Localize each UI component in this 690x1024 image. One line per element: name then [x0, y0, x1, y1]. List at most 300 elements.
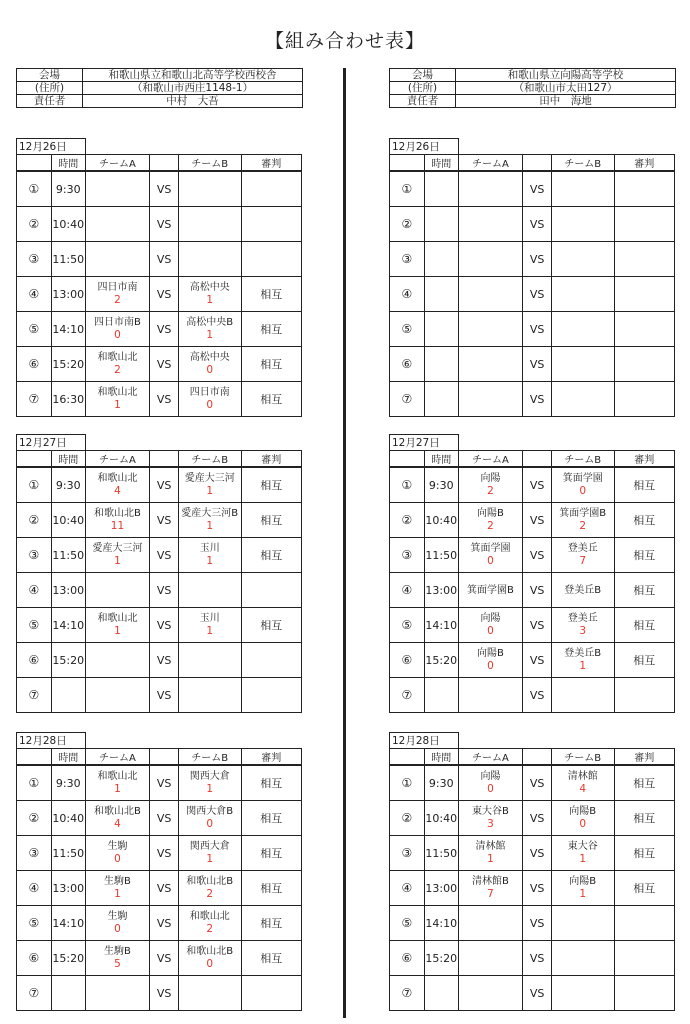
responsible-value: 田中 海地	[456, 95, 676, 108]
header-ref: 審判	[241, 155, 302, 172]
team-b-cell	[551, 765, 614, 801]
team-a-cell	[458, 382, 523, 417]
vs-label: VS	[150, 976, 179, 1011]
match-time: 10:40	[51, 207, 85, 242]
match-number: ⑦	[17, 678, 52, 713]
responsible-label: 責任者	[390, 95, 456, 108]
match-time	[424, 678, 458, 713]
team-b-cell	[178, 643, 241, 678]
referee	[241, 678, 302, 713]
team-b-score: 1	[206, 853, 214, 865]
vs-label: VS	[150, 941, 179, 976]
team-b-score: 0	[206, 958, 214, 970]
match-row	[17, 171, 302, 207]
team-b-name: 向陽B	[569, 876, 597, 887]
header-team-a: チームA	[458, 155, 523, 172]
header-time: 時間	[51, 451, 85, 468]
vs-label: VS	[523, 171, 552, 207]
header-ref: 審判	[241, 451, 302, 468]
header-team-b: チームB	[551, 451, 614, 468]
referee: 相互	[614, 573, 675, 608]
match-row	[390, 941, 675, 976]
team-a-name: 清林館	[475, 841, 506, 852]
match-number: ②	[17, 801, 52, 836]
vs-label: VS	[523, 871, 552, 906]
referee	[241, 976, 302, 1011]
vs-label: VS	[150, 171, 179, 207]
team-b-cell	[178, 765, 241, 801]
match-number: ⑥	[17, 347, 52, 382]
vs-label: VS	[150, 801, 179, 836]
vs-label: VS	[150, 678, 179, 713]
match-number: ②	[17, 207, 52, 242]
team-b-cell	[178, 573, 241, 608]
team-a-cell	[85, 467, 150, 503]
vs-label: VS	[150, 242, 179, 277]
team-b-cell	[178, 906, 241, 941]
match-number: ⑤	[17, 608, 52, 643]
team-a-cell	[85, 573, 150, 608]
match-time	[424, 171, 458, 207]
referee: 相互	[614, 538, 675, 573]
match-row	[17, 382, 302, 417]
team-a-cell	[85, 242, 150, 277]
vs-label: VS	[150, 608, 179, 643]
team-a-cell	[458, 765, 523, 801]
team-a-cell	[85, 171, 150, 207]
match-row	[17, 871, 302, 906]
team-b-name: 玉川	[199, 543, 220, 554]
team-b-score: 1	[206, 520, 214, 532]
right-venue-info	[389, 68, 676, 108]
team-b-cell	[551, 242, 614, 277]
responsible-label: 責任者	[17, 95, 83, 108]
vs-label: VS	[150, 277, 179, 312]
match-row	[17, 573, 302, 608]
venue-value: 和歌山県立向陽高等学校	[456, 69, 676, 82]
team-a-name: 生駒	[107, 911, 128, 922]
match-row	[17, 242, 302, 277]
vs-label: VS	[523, 765, 552, 801]
match-number: ④	[17, 871, 52, 906]
referee	[614, 242, 675, 277]
match-time: 13:00	[51, 573, 85, 608]
team-b-score: 0	[579, 485, 587, 497]
header-time: 時間	[51, 749, 85, 766]
match-number: ⑦	[17, 382, 52, 417]
team-b-cell	[178, 467, 241, 503]
address-value: （和歌山市太田127）	[456, 82, 676, 95]
referee: 相互	[241, 801, 302, 836]
team-b-cell	[178, 801, 241, 836]
match-number: ②	[390, 207, 425, 242]
team-b-cell	[178, 678, 241, 713]
team-b-cell	[551, 906, 614, 941]
header-team-b: チームB	[178, 749, 241, 766]
team-a-score: 2	[487, 485, 494, 497]
team-a-cell	[458, 976, 523, 1011]
match-number: ⑦	[390, 678, 425, 713]
team-a-score: 2	[114, 294, 121, 306]
referee	[614, 976, 675, 1011]
team-b-score: 0	[206, 818, 214, 830]
team-b-cell	[178, 312, 241, 347]
team-a-cell	[85, 941, 150, 976]
referee: 相互	[614, 643, 675, 678]
team-b-name: 関西大倉B	[186, 806, 234, 817]
team-a-score: 2	[487, 520, 494, 532]
header-vs	[523, 749, 552, 766]
match-time: 15:20	[51, 643, 85, 678]
date-header	[17, 139, 302, 155]
match-number: ④	[390, 573, 425, 608]
referee: 相互	[614, 467, 675, 503]
team-b-name: 四日市南	[189, 387, 230, 398]
match-number: ⑦	[390, 976, 425, 1011]
match-number: ④	[390, 871, 425, 906]
team-a-score: 1	[114, 399, 121, 411]
team-a-cell	[458, 277, 523, 312]
date-header	[390, 139, 675, 155]
match-number: ⑤	[390, 312, 425, 347]
header-time: 時間	[424, 155, 458, 172]
team-a-score: 0	[114, 329, 121, 341]
team-a-score: 2	[114, 364, 121, 376]
match-time: 10:40	[51, 503, 85, 538]
vs-label: VS	[523, 207, 552, 242]
team-b-name: 東大谷	[567, 841, 598, 852]
referee	[614, 207, 675, 242]
header-vs	[150, 155, 179, 172]
vs-label: VS	[150, 765, 179, 801]
referee	[614, 277, 675, 312]
match-row	[17, 678, 302, 713]
team-a-cell	[458, 242, 523, 277]
team-b-cell	[551, 643, 614, 678]
team-a-score: 0	[487, 660, 494, 672]
match-number: ②	[390, 503, 425, 538]
vs-label: VS	[523, 277, 552, 312]
vs-label: VS	[523, 678, 552, 713]
vs-label: VS	[523, 643, 552, 678]
referee: 相互	[241, 312, 302, 347]
team-b-score: 0	[579, 818, 587, 830]
team-b-name: 和歌山北B	[186, 876, 234, 887]
team-b-name: 玉川	[199, 613, 220, 624]
team-b-cell	[178, 836, 241, 871]
team-b-score: 3	[579, 625, 587, 637]
vs-label: VS	[523, 382, 552, 417]
match-number: ③	[17, 242, 52, 277]
team-b-name: 清林館	[567, 771, 598, 782]
match-number: ⑦	[390, 382, 425, 417]
responsible-value: 中村 大吾	[83, 95, 303, 108]
team-b-cell	[178, 503, 241, 538]
team-b-score: 1	[579, 888, 587, 900]
match-time	[51, 678, 85, 713]
referee: 相互	[241, 941, 302, 976]
match-number: ③	[17, 538, 52, 573]
match-number: ⑥	[390, 347, 425, 382]
team-b-cell	[551, 573, 614, 608]
match-row	[390, 347, 675, 382]
match-time: 15:20	[51, 347, 85, 382]
header-no	[390, 451, 425, 468]
team-a-name: 向陽	[480, 613, 501, 624]
header-vs	[150, 749, 179, 766]
match-row	[17, 976, 302, 1011]
address-value: （和歌山市西庄1148-1）	[83, 82, 303, 95]
header-no	[17, 155, 52, 172]
team-a-name: 箕面学園B	[467, 584, 514, 596]
team-b-score: 0	[206, 364, 214, 376]
team-a-name: 向陽	[480, 771, 501, 782]
match-row	[17, 277, 302, 312]
date-label: 12月26日	[17, 139, 86, 155]
date-header	[390, 733, 675, 749]
team-b-name: 和歌山北B	[186, 946, 234, 957]
match-row	[17, 503, 302, 538]
date-header	[390, 435, 675, 451]
referee: 相互	[614, 801, 675, 836]
team-b-cell	[551, 207, 614, 242]
match-number: ⑤	[390, 608, 425, 643]
vs-label: VS	[523, 503, 552, 538]
referee: 相互	[241, 906, 302, 941]
match-time: 14:10	[424, 608, 458, 643]
date-header	[17, 733, 302, 749]
match-time	[424, 242, 458, 277]
referee: 相互	[241, 347, 302, 382]
team-b-score: 2	[206, 923, 214, 935]
team-b-name: 高松中央B	[186, 317, 234, 328]
match-time: 10:40	[424, 503, 458, 538]
referee: 相互	[241, 503, 302, 538]
match-time	[424, 312, 458, 347]
team-b-score: 2	[579, 520, 587, 532]
vs-label: VS	[150, 643, 179, 678]
match-row	[390, 976, 675, 1011]
team-b-name: 向陽B	[569, 806, 597, 817]
header-team-a: チームA	[85, 451, 150, 468]
team-a-cell	[458, 171, 523, 207]
vs-label: VS	[523, 573, 552, 608]
match-row	[390, 312, 675, 347]
team-a-name: 和歌山北	[97, 473, 138, 484]
left-schedule-day-3	[16, 732, 302, 1011]
header-ref: 審判	[614, 749, 675, 766]
match-time	[51, 976, 85, 1011]
team-a-cell	[458, 608, 523, 643]
vs-label: VS	[150, 382, 179, 417]
team-b-name: 愛産大三河B	[181, 508, 239, 519]
team-a-cell	[85, 538, 150, 573]
header-time: 時間	[424, 749, 458, 766]
team-a-score: 1	[114, 888, 121, 900]
referee: 相互	[241, 277, 302, 312]
team-a-cell	[458, 573, 523, 608]
team-a-name: 和歌山北B	[94, 508, 141, 519]
header-team-b: チームB	[178, 155, 241, 172]
header-no	[17, 451, 52, 468]
match-time: 13:00	[51, 277, 85, 312]
match-number: ①	[17, 171, 52, 207]
team-a-cell	[458, 871, 523, 906]
match-number: ③	[17, 836, 52, 871]
team-b-name: 箕面学園	[562, 473, 603, 484]
team-b-name: 登美丘	[567, 613, 598, 624]
team-a-cell	[458, 538, 523, 573]
match-time	[424, 976, 458, 1011]
match-time: 14:10	[424, 906, 458, 941]
left-schedule-day-1	[16, 138, 302, 417]
match-row	[17, 347, 302, 382]
team-a-cell	[85, 312, 150, 347]
vs-label: VS	[150, 538, 179, 573]
match-time: 13:00	[424, 573, 458, 608]
vs-label: VS	[523, 976, 552, 1011]
team-b-cell	[178, 871, 241, 906]
team-b-cell	[551, 277, 614, 312]
referee	[614, 171, 675, 207]
referee: 相互	[241, 467, 302, 503]
match-number: ②	[17, 503, 52, 538]
column-divider	[343, 68, 346, 1018]
team-b-cell	[551, 467, 614, 503]
team-a-name: 生駒	[107, 841, 128, 852]
match-row	[390, 643, 675, 678]
team-a-score: 1	[114, 625, 121, 637]
match-time: 9:30	[51, 467, 85, 503]
team-a-score: 4	[114, 818, 121, 830]
team-a-score: 0	[114, 923, 121, 935]
team-a-cell	[458, 678, 523, 713]
team-a-score: 7	[487, 888, 494, 900]
team-a-name: 清林館B	[472, 876, 509, 887]
team-b-cell	[551, 836, 614, 871]
vs-label: VS	[523, 608, 552, 643]
match-row	[17, 538, 302, 573]
vs-label: VS	[523, 906, 552, 941]
match-number: ⑤	[17, 312, 52, 347]
match-time: 9:30	[424, 467, 458, 503]
column-header	[17, 155, 302, 172]
team-a-score: 0	[487, 555, 494, 567]
team-b-score: 2	[206, 888, 214, 900]
column-header	[390, 749, 675, 766]
match-number: ⑦	[17, 976, 52, 1011]
address-label: (住所)	[390, 82, 456, 95]
match-time	[424, 277, 458, 312]
team-b-cell	[178, 171, 241, 207]
team-a-cell	[458, 207, 523, 242]
team-a-score: 4	[114, 485, 121, 497]
header-team-a: チームA	[458, 451, 523, 468]
match-time	[424, 347, 458, 382]
header-ref: 審判	[614, 155, 675, 172]
team-b-cell	[551, 347, 614, 382]
match-time: 14:10	[51, 312, 85, 347]
left-venue-info	[16, 68, 303, 108]
team-b-score: 1	[206, 485, 214, 497]
team-b-cell	[551, 976, 614, 1011]
team-b-score: 0	[206, 399, 214, 411]
team-a-score: 1	[114, 783, 121, 795]
team-a-score: 5	[114, 958, 121, 970]
vs-label: VS	[150, 836, 179, 871]
header-time: 時間	[424, 451, 458, 468]
team-b-name: 箕面学園B	[559, 508, 607, 519]
match-row	[390, 608, 675, 643]
referee: 相互	[614, 765, 675, 801]
page-title: 【組み合わせ表】	[264, 30, 425, 52]
date-label: 12月26日	[390, 139, 459, 155]
team-a-score: 0	[487, 783, 494, 795]
match-number: ①	[390, 765, 425, 801]
referee	[614, 906, 675, 941]
team-a-name: 和歌山北	[97, 771, 138, 782]
match-number: ③	[390, 538, 425, 573]
match-time: 13:00	[424, 871, 458, 906]
referee: 相互	[241, 836, 302, 871]
match-time: 10:40	[51, 801, 85, 836]
match-number: ⑥	[17, 643, 52, 678]
team-b-cell	[551, 678, 614, 713]
team-a-name: 四日市南	[97, 282, 138, 293]
referee	[614, 347, 675, 382]
team-b-cell	[178, 347, 241, 382]
match-row	[17, 207, 302, 242]
team-b-cell	[178, 382, 241, 417]
match-time	[424, 382, 458, 417]
match-number: ④	[17, 573, 52, 608]
team-a-cell	[85, 976, 150, 1011]
team-b-cell	[551, 503, 614, 538]
team-b-name: 和歌山北	[189, 911, 230, 922]
match-time: 9:30	[424, 765, 458, 801]
header-team-b: チームB	[551, 155, 614, 172]
header-team-a: チームA	[85, 155, 150, 172]
right-schedule-day-2	[389, 434, 675, 713]
column-header	[390, 451, 675, 468]
team-a-cell	[458, 643, 523, 678]
match-row	[390, 573, 675, 608]
match-time	[424, 207, 458, 242]
header-team-b: チームB	[178, 451, 241, 468]
venue-label: 会場	[390, 69, 456, 82]
team-a-name: 和歌山北	[97, 352, 138, 363]
header-ref: 審判	[241, 749, 302, 766]
vs-label: VS	[523, 347, 552, 382]
match-number: ④	[390, 277, 425, 312]
match-row	[17, 836, 302, 871]
team-a-cell	[85, 765, 150, 801]
team-b-cell	[178, 538, 241, 573]
match-time: 11:50	[51, 242, 85, 277]
team-b-cell	[551, 382, 614, 417]
match-time: 15:20	[424, 643, 458, 678]
team-b-cell	[551, 871, 614, 906]
referee: 相互	[614, 503, 675, 538]
team-b-cell	[178, 608, 241, 643]
team-a-cell	[85, 503, 150, 538]
vs-label: VS	[523, 312, 552, 347]
match-number: ⑥	[17, 941, 52, 976]
vs-label: VS	[523, 538, 552, 573]
date-label: 12月27日	[390, 435, 459, 451]
match-time: 13:00	[51, 871, 85, 906]
team-b-score: 1	[579, 853, 587, 865]
